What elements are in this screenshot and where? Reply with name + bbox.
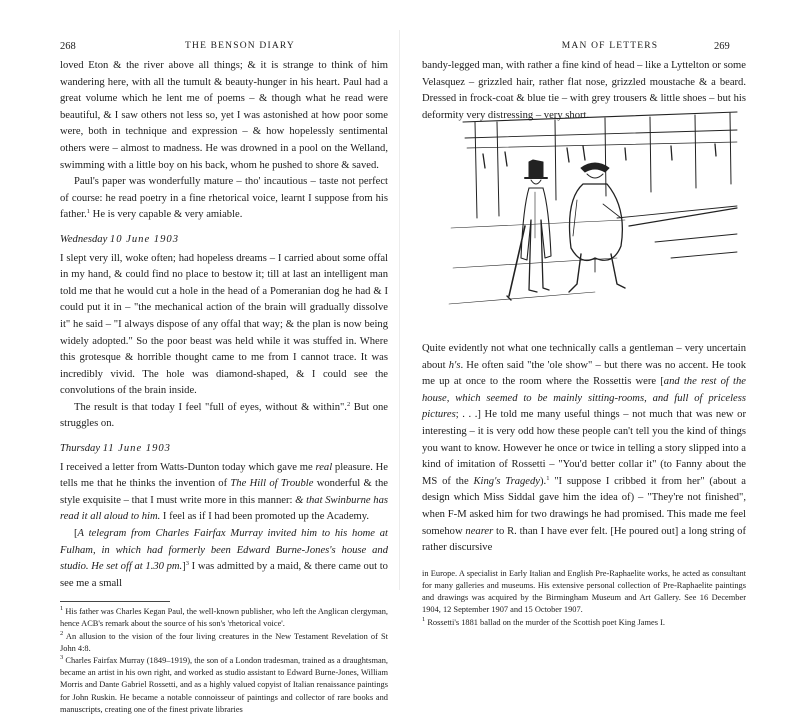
footnote-ref[interactable]: 3 <box>185 560 189 568</box>
footnote-ref[interactable]: 2 <box>346 400 351 408</box>
left-text-column <box>60 58 388 716</box>
paragraph: I received a letter from Watts-Dunton today which gave me real pleasure. He tells me that he thinks the invention of The Hill of Trouble wonderful & the style exquisite – that I must write more in this manner: & that Swinburne has read it all aloud to him. I feel as if I had been promoted up the Academy. <box>60 461 388 523</box>
right-page-number: 269 <box>714 41 730 52</box>
paragraph: bandy-legged man, with rather a fine kind of head – like a Lyttelton or some Velasquez – grizzled hair, rather flat nose, grizzled moustache & a beard. Dressed in frock-coat & blue tie – with grey trousers & little shoes – but his deformity very distressing – very short. <box>422 60 746 121</box>
paragraph: [A telegram from Charles Fairfax Murray invited him to his home at Fulham, in which had formerly been Edward Burne-Jones's house and studio. He set off at 1.30 pm.]$^3$ I was admitted by a maid, & there came out to see me a small <box>60 528 388 589</box>
paragraph: I slept very ill, woke often; had hopeless dreams – I carried about some offal in my hand, & could find no place to bestow it; till at last an intelligent man told me that he would cut a hole in the head of a Pomeranian dog he had & I could put it in – "the mechanical action of the brain will gradually dissolve it" he said – "I always dispose of any offal that way; & the plan is now being widely adopted." So the poor beast was held while it was stuffed in. Where this grotesque & horrible thought came to me from I cannot trace. It was incredibly vivid. The hole was diamond-shaped, & I could see the convolutions of the brain inside. <box>60 252 388 397</box>
diary-date-heading: Thursday 11 June 1903 <box>60 443 171 455</box>
footnote-continuation: in Europe. A specialist in Early Italian and English Pre-Raphaelite works, he acted as consultant for many galleries and museums. His extensive personal collection of Pre-Raphaelite paintings and drawings was acquired by the Birmingham Museum and Art Gallery. See 16 December 1904, 12 September 1907 and 15 October 1907. <box>422 568 746 615</box>
paragraph: Paul's paper was wonderfully mature – tho' incautious – taste not perfect of course: he read poetry in a fine rhetorical voice, learnt I suppose from his father.$^1$ He is very capable & very amiable. <box>60 176 388 221</box>
diary-date-heading: Wednesday 10 June 1903 <box>60 233 179 245</box>
paragraph: loved Eton & the river above all things; & it is strange to think of him wandering here, with all the tumult & beauty-hunger in his heart. Paul had a great volume which he lent me of poems – & though what he read were beautiful, & I saw others not less so, yet I was astonished at how poor some were, both in technique and expression – & how hopelessly sentimental others were – almost to madness. He was drowned in a pool on the Welland, swimming with a little boy on his back, whom he pushed to shore & saved. <box>60 60 388 171</box>
footnote-rule <box>60 601 170 602</box>
pen-sketch-illustration <box>445 108 745 318</box>
footnote: $^1$ His father was Charles Kegan Paul, the well-known publisher, who left the Anglican clergyman, hence ACB's remark about the source of his son's 'rhetorical voice'. <box>60 605 388 629</box>
right-running-head: MAN OF LETTERS <box>561 41 659 51</box>
left-running-head: THE BENSON DIARY <box>185 41 295 51</box>
paragraph: Quite evidently not what one technically calls a gentleman – very uncertain about h's. He often said "the 'ole show" – but there was no accent. He took me up at once to the room where the Rossettis were [and the rest of the house, which seemed to be mainly sitting-rooms, and full of priceless pictures; . . .] He told me many useful things – not much that was new or interesting – it is very odd how these people can't tell you the kind of things you want to know. However he once or twice in telling a story slipped into a kind of imitation of Rossetti – "You'd better collar it" (to Fanny about the MS of the King's Tragedy).$^1$ "I suppose I cribbed it from her" (about a design which Miss Siddal gave him the idea of) – "They're not finished", when F-M asked him for two drawings he had promised. This made me feel somehow nearer to R. than I have ever felt. [He poured out] a long string of rather discursive <box>422 343 746 554</box>
footnote-ref[interactable]: 1 <box>86 208 91 216</box>
footnote: $^1$ Rossetti's 1881 ballad on the murder of the Scottish poet King James I. <box>422 615 665 627</box>
left-page <box>0 0 400 714</box>
left-page-number: 268 <box>60 41 76 52</box>
footnote: $^2$ An allusion to the vision of the four living creatures in the New Testament Revelation of St John 4:8. <box>60 629 388 653</box>
right-text-bottom <box>422 341 746 629</box>
footnote-ref[interactable]: 1 <box>546 474 550 482</box>
footnote: $^3$ Charles Fairfax Murray (1849–1919), the son of a London tradesman, trained as a draughtsman, became an artist in his own right, and worked as studio assistant to Edward Burne-Jones, William Morris and Dante Gabriel Rossetti, and as a highly valued copyist of Italian renaissance paintings for John Ruskin. He became a notable connoisseur of paintings and collector of rare books and manuscripts, creating one of the finest private libraries <box>60 654 388 714</box>
paragraph: The result is that today I feel "full of eyes, without & within".$^2$ But one struggles on. <box>60 400 388 430</box>
